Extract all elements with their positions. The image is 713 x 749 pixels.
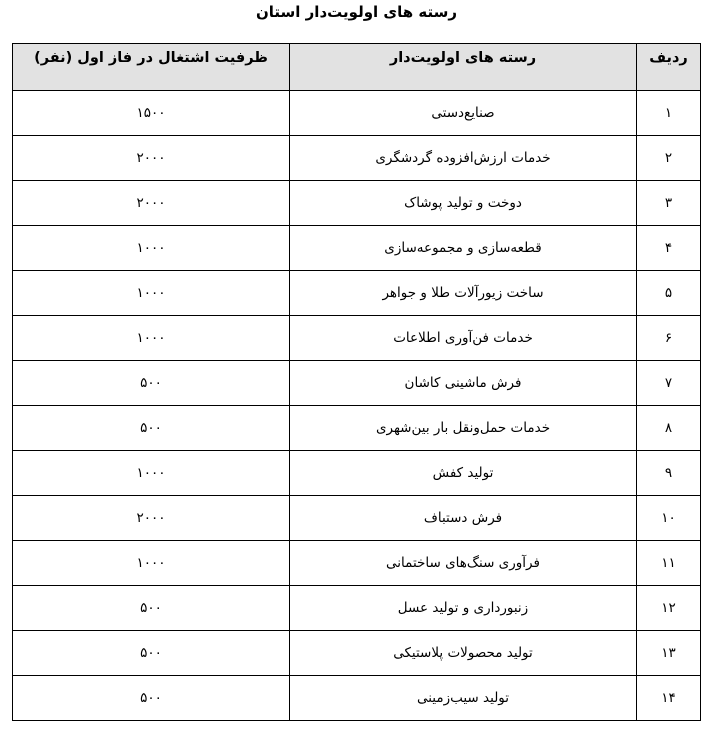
page-title: رسته های اولویت‌دار استان <box>256 3 457 21</box>
capacity-cell: ۱۵۰۰ <box>13 91 290 136</box>
row-number-cell: ۱۴ <box>637 676 701 721</box>
table-row <box>13 136 701 181</box>
priority-clusters-table <box>12 43 701 721</box>
header-row-number: ردیف <box>637 44 701 91</box>
cluster-name-cell: تولید محصولات پلاستیکی <box>290 631 637 676</box>
row-number-cell: ۱۱ <box>637 541 701 586</box>
table-row <box>13 586 701 631</box>
row-number-cell: ۱۰ <box>637 496 701 541</box>
cluster-name-cell: ساخت زیورآلات طلا و جواهر <box>290 271 637 316</box>
table-row <box>13 181 701 226</box>
table-row <box>13 451 701 496</box>
row-number-cell: ۲ <box>637 136 701 181</box>
capacity-cell: ۱۰۰۰ <box>13 226 290 271</box>
row-number-cell: ۱۲ <box>637 586 701 631</box>
table-row <box>13 91 701 136</box>
cluster-name-cell: تولید کفش <box>290 451 637 496</box>
capacity-cell: ۱۰۰۰ <box>13 541 290 586</box>
capacity-cell: ۵۰۰ <box>13 586 290 631</box>
cluster-name-cell: خدمات حمل‌ونقل بار بین‌شهری <box>290 406 637 451</box>
capacity-cell: ۵۰۰ <box>13 361 290 406</box>
cluster-name-cell: فرآوری سنگ‌های ساختمانی <box>290 541 637 586</box>
row-number-cell: ۶ <box>637 316 701 361</box>
capacity-cell: ۲۰۰۰ <box>13 496 290 541</box>
table-row <box>13 496 701 541</box>
cluster-name-cell: فرش ماشینی کاشان <box>290 361 637 406</box>
capacity-cell: ۱۰۰۰ <box>13 451 290 496</box>
capacity-cell: ۵۰۰ <box>13 406 290 451</box>
header-cluster: رسته های اولویت‌دار <box>290 44 637 91</box>
table-row <box>13 631 701 676</box>
table-body <box>13 91 701 721</box>
capacity-cell: ۲۰۰۰ <box>13 136 290 181</box>
cluster-name-cell: زنبورداری و تولید عسل <box>290 586 637 631</box>
cluster-name-cell: دوخت و تولید پوشاک <box>290 181 637 226</box>
row-number-cell: ۷ <box>637 361 701 406</box>
row-number-cell: ۱۳ <box>637 631 701 676</box>
table-header-row <box>13 44 701 91</box>
cluster-name-cell: قطعه‌سازی و مجموعه‌سازی <box>290 226 637 271</box>
table-row <box>13 271 701 316</box>
cluster-name-cell: خدمات ارزش‌افزوده گردشگری <box>290 136 637 181</box>
row-number-cell: ۹ <box>637 451 701 496</box>
table-row <box>13 316 701 361</box>
table-row <box>13 361 701 406</box>
row-number-cell: ۸ <box>637 406 701 451</box>
capacity-cell: ۵۰۰ <box>13 631 290 676</box>
row-number-cell: ۵ <box>637 271 701 316</box>
table-row <box>13 676 701 721</box>
cluster-name-cell: تولید سیب‌زمینی <box>290 676 637 721</box>
capacity-cell: ۱۰۰۰ <box>13 316 290 361</box>
capacity-cell: ۱۰۰۰ <box>13 271 290 316</box>
table-row <box>13 226 701 271</box>
row-number-cell: ۱ <box>637 91 701 136</box>
row-number-cell: ۳ <box>637 181 701 226</box>
row-number-cell: ۴ <box>637 226 701 271</box>
capacity-cell: ۵۰۰ <box>13 676 290 721</box>
cluster-name-cell: خدمات فن‌آوری اطلاعات <box>290 316 637 361</box>
cluster-name-cell: فرش دستباف <box>290 496 637 541</box>
cluster-name-cell: صنایع‌دستی <box>290 91 637 136</box>
table-row <box>13 541 701 586</box>
header-capacity: ظرفیت اشتغال در فاز اول (نفر) <box>13 44 290 91</box>
capacity-cell: ۲۰۰۰ <box>13 181 290 226</box>
table-row <box>13 406 701 451</box>
